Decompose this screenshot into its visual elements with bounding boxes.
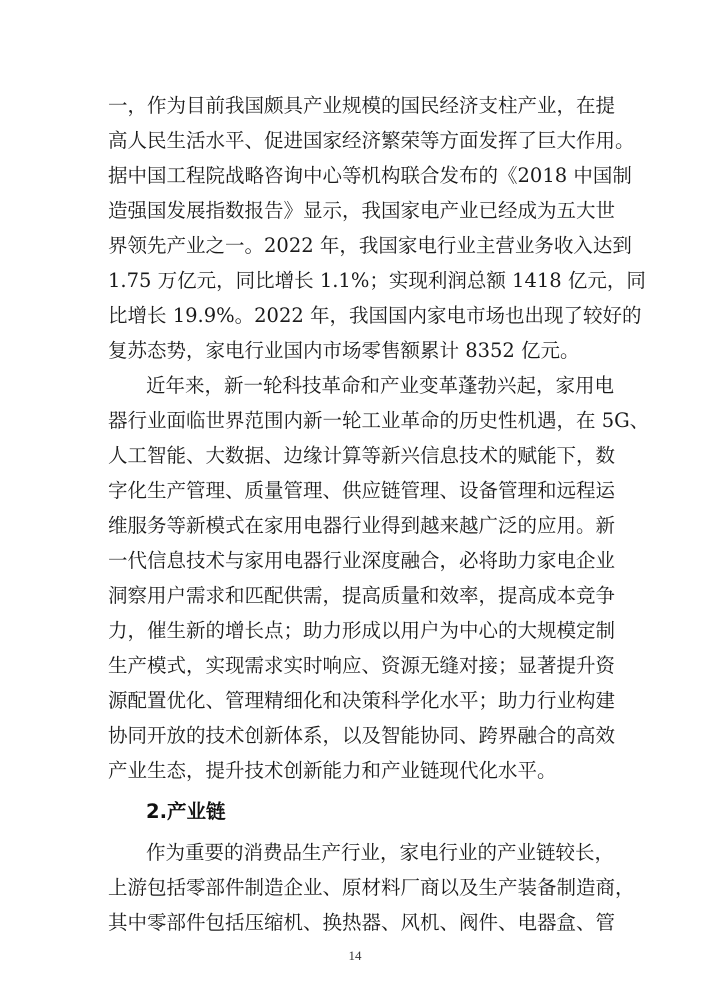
paragraph-1-line-3: 据中国工程院战略咨询中心等机构联合发布的《2018 中国制 — [108, 164, 632, 187]
paragraph-2-line-5: 维服务等新模式在家用电器行业得到越来越广泛的应用。新 — [108, 514, 616, 537]
paragraph-1-line-7: 比增长 19.9%。2022 年，我国国内家电市场也出现了较好的 — [108, 304, 642, 327]
paragraph-2-line-7: 洞察用户需求和匹配供需，提高质量和效率，提高成本竞争 — [108, 584, 616, 607]
section-paragraph-line-3: 其中零部件包括压缩机、换热器、风机、阀件、电器盒、管 — [108, 911, 616, 934]
section-paragraph-line-1: 作为重要的消费品生产行业，家电行业的产业链较长， — [146, 841, 615, 864]
paragraph-2-line-6: 一代信息技术与家用电器行业深度融合，必将助力家电企业 — [108, 549, 616, 572]
paragraph-1-line-2: 高人民生活水平、促进国家经济繁荣等方面发挥了巨大作用。 — [108, 129, 635, 152]
paragraph-1-line-8: 复苏态势，家电行业国内市场零售额累计 8352 亿元。 — [108, 339, 580, 362]
section-heading: 2.产业链 — [146, 800, 226, 823]
paragraph-2-line-9: 生产模式，实现需求实时响应、资源无缝对接；显著提升资 — [108, 654, 616, 677]
paragraph-1-line-1: 一，作为目前我国颇具产业规模的国民经济支柱产业，在提 — [108, 94, 616, 117]
paragraph-2-line-8: 力，催生新的增长点；助力形成以用户为中心的大规模定制 — [108, 619, 616, 642]
paragraph-2-line-1: 近年来，新一轮科技革命和产业变革蓬勃兴起，家用电 — [146, 374, 615, 397]
paragraph-1-line-6: 1.75 万亿元，同比增长 1.1%；实现利润总额 1418 亿元，同 — [108, 269, 646, 292]
paragraph-2-line-12: 产业生态，提升技术创新能力和产业链现代化水平。 — [108, 759, 557, 782]
section-paragraph-line-2: 上游包括零部件制造企业、原材料厂商以及生产装备制造商， — [108, 876, 635, 899]
paragraph-2-line-3: 人工智能、大数据、边缘计算等新兴信息技术的赋能下，数 — [108, 444, 616, 467]
paragraph-2-line-11: 协同开放的技术创新体系，以及智能协同、跨界融合的高效 — [108, 724, 616, 747]
page-number: 14 — [348, 948, 362, 963]
paragraph-2-line-2: 器行业面临世界范围内新一轮工业革命的历史性机遇，在 5G、 — [108, 409, 650, 432]
paragraph-1-line-5: 界领先产业之一。2022 年，我国家电行业主营业务收入达到 — [108, 234, 632, 257]
paragraph-1-line-4: 造强国发展指数报告》显示，我国家电产业已经成为五大世 — [108, 199, 616, 222]
paragraph-2-line-10: 源配置优化、管理精细化和决策科学化水平；助力行业构建 — [108, 689, 616, 712]
paragraph-2-line-4: 字化生产管理、质量管理、供应链管理、设备管理和远程运 — [108, 479, 616, 502]
